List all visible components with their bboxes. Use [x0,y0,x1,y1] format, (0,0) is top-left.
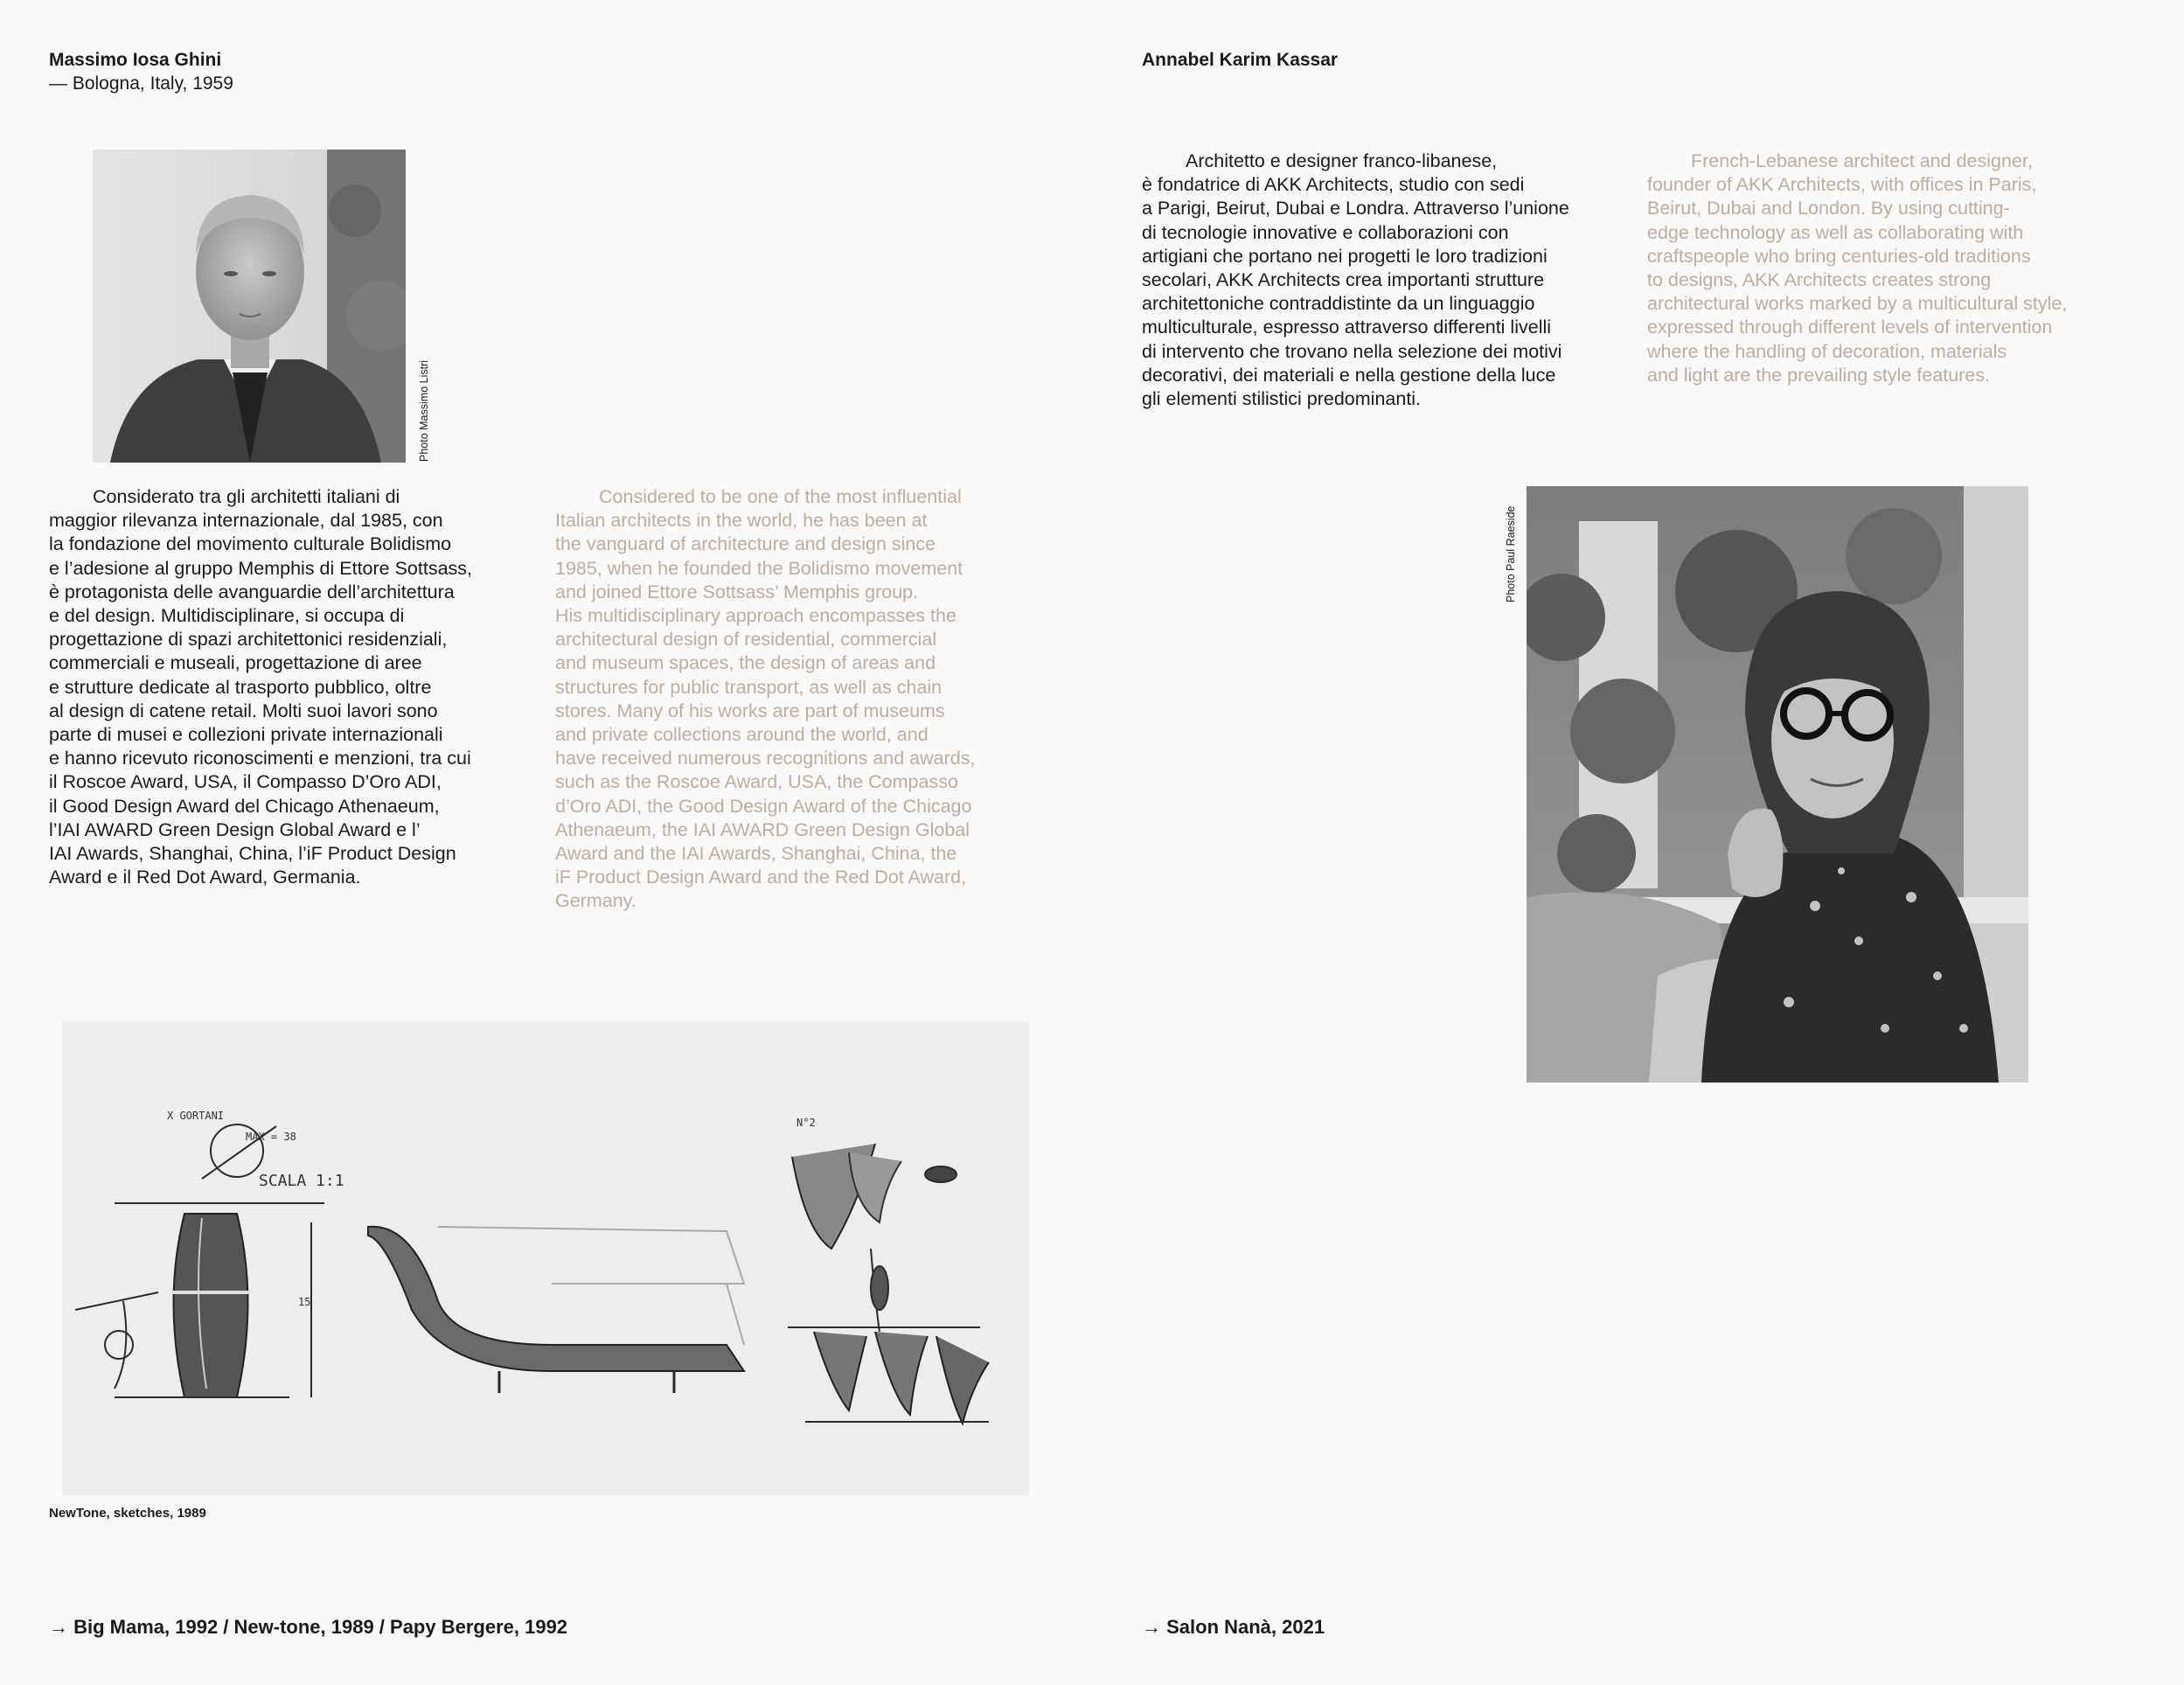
sketch-note-scala: SCALA 1:1 [259,1172,344,1190]
designer-origin-left: — Bologna, Italy, 1959 [49,73,233,94]
portrait-annabel-karim-kassar [1527,486,2028,1083]
sketch-note-max: MAX = 38 [246,1131,296,1143]
sketch-drawing [62,1021,1029,1495]
designer-name-right: Annabel Karim Kassar [1142,50,1339,70]
sketch-note-number: N°2 [796,1117,816,1129]
bio-italian-right: Architetto e designer franco-libanese, è fondatrice di AKK Architects, studio con sedi a Parigi, Beirut, Dubai e Londra. Attraverso l’unione di tecnologie innovative e collaborazioni con artigiani che portano nei progetti le loro tradizioni secolari, AKK Architects crea importanti strutture architettoniche contraddistinte da un linguaggio multiculturale, espresso attraverso differenti livelli di intervento che trovano nella selezione dei motivi decorativi, dei materiali e nella gestione della luce gli elementi stilistici predominanti. [1142,150,1569,410]
designer-name-left: Massimo Iosa Ghini [49,50,222,70]
photo-credit-right: Photo Paul Raeside [1505,505,1517,602]
portrait-illustration [93,150,406,463]
sketch-note-dimension: 15 [298,1296,311,1308]
bio-english-left: Considered to be one of the most influential Italian architects in the world, he has been at the vanguard of architecture and design since 1985, when he founded the Bolidismo movement and joined Ettore Sottsass’ Memphis group. His multidisciplinary approach encompasses the architectural design of residential, commercial and museum spaces, the design of areas and structures for public transport, as well as chain stores. Many of his works are part of museums and private collections around the world, and have received numerous recognitions and awards, such as the Roscoe Award, USA, the Compasso d’Oro ADI, the Good Design Award of the Chicago Athenaeum, the IAI AWARD Green Design Global Award and the IAI Awards, Shanghai, China, the iF Product Design Award and the Red Dot Award, Germany. [555,486,976,912]
sketch-note-gortani: X GORTANI [167,1110,225,1122]
footer-link-right[interactable]: → Salon Nanà, 2021 [1142,1616,1325,1638]
portrait-illustration [1527,486,2028,1083]
footer-link-left[interactable]: → Big Mama, 1992 / New-tone, 1989 / Papy Bergere, 1992 [49,1616,568,1638]
newtone-sketches-image [62,1021,1029,1495]
photo-credit-left: Photo Massimo Listri [418,359,430,462]
portrait-massimo-iosa-ghini [93,150,406,463]
bio-english-right: French-Lebanese architect and designer, founder of AKK Architects, with offices in Paris, Beirut, Dubai and London. By using cutting- edge technology as well as collaborating with craftspeople who bring centuries-old traditions to designs, AKK Architects creates strong architectural works marked by a multicultural style, expressed through different levels of intervention where the handling of decoration, materials and light are the prevailing style features. [1647,150,2068,386]
sketch-caption: NewTone, sketches, 1989 [49,1506,206,1521]
bio-italian-left: Considerato tra gli architetti italiani di maggior rilevanza internazionale, dal 1985, con la fondazione del movimento culturale Bolidismo e l’adesione al gruppo Memphis di Ettore Sottsass, è protagonista delle avanguardie dell’architettura e del design. Multidisciplinare, si occupa di progettazione di spazi architettonici residenziali, commerciali e museali, progettazione di aree e strutture dedicate al trasporto pubblico, oltre al design di catene retail. Molti suoi lavori sono parte di musei e collezioni private internazionali e hanno ricevuto riconoscimenti e menzioni, tra cui il Roscoe Award, USA, il Compasso D’Oro ADI, il Good Design Award del Chicago Athenaeum, l’IAI AWARD Green Design Global Award e l’ IAI Awards, Shanghai, China, l’iF Product Design Award e il Red Dot Award, Germania. [49,486,473,888]
